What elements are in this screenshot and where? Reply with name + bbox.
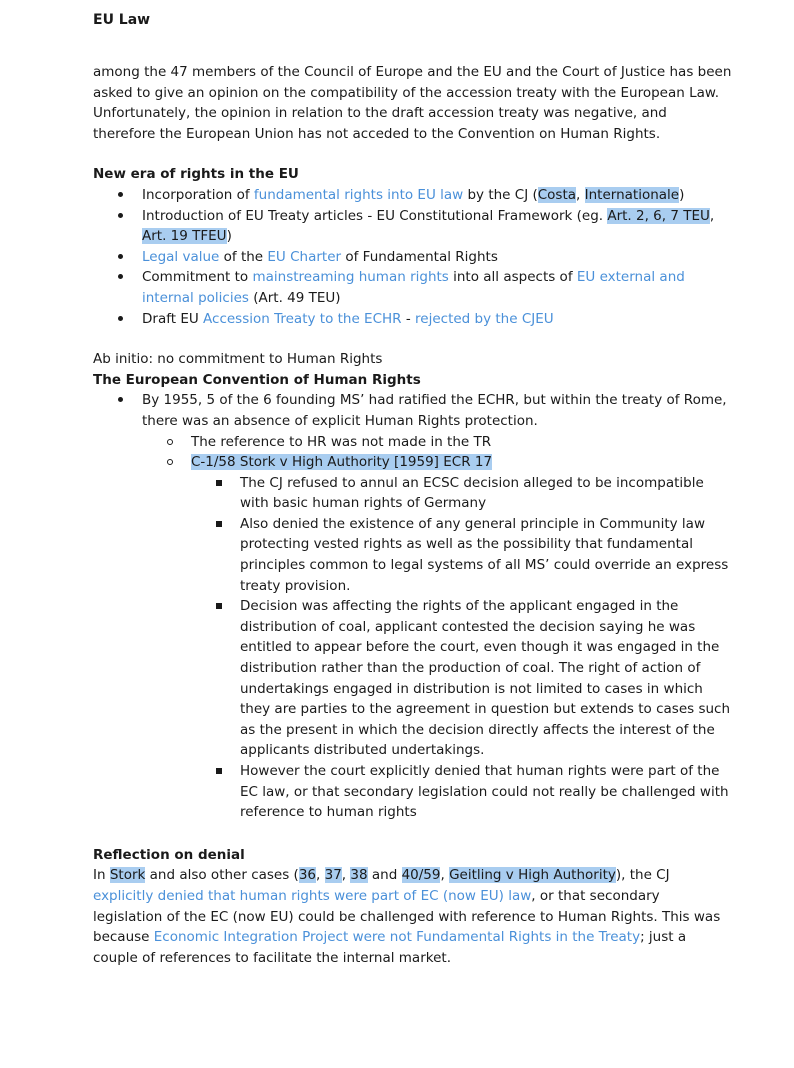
list-item: By 1955, 5 of the 6 founding MS’ had ratified the ECHR, but within the treaty of Rome, there was an absence of explicit Human Rights protection. The reference to HR was not made in the TR C-1/58 Stork v High Authority [1959] ECR 17 The CJ refused to annul an ECSC decision alleged to be incompatible with basic human rights of Germany Also denied the existence of any general principle in Community law protecting vested rights as well as the possibility that fundamental principles common to legal systems of all MS’ could override an express treaty provision. Decision was affecting the rights of the applicant engaged in the distribution of coal, applicant contested the decision saying he was entitled to appear before the court, even though it was engaged in the distribution rather than the production of coal. The right of action of undertakings engaged in distribution is not limited to cases in which they are parties to the agreement in question but extends to cases such as the present in which the decision directly affects the interest of the applicants distributed undertakings. However the court explicitly denied that human rights were part of the EC law, or that secondary legislation could not really be challenged with reference to human rights (93, 390, 733, 822)
link[interactable]: rejected by the CJEU (415, 310, 554, 327)
highlighted-text: Stork (109, 867, 146, 884)
echr-sublist (142, 432, 733, 823)
link[interactable]: EU external and internal policies (142, 269, 685, 306)
link[interactable]: Accession Treaty to the ECHR (203, 310, 402, 327)
highlighted-text: 37 (324, 867, 342, 884)
list-item (142, 452, 733, 823)
link[interactable]: explicitly denied that human rights were part of EC (now EU) law (93, 887, 532, 904)
list-item: The reference to HR was not made in the TR (142, 432, 733, 453)
highlighted-text: Art. 19 TFEU (142, 228, 227, 245)
section-heading-reflection: Reflection on denial (93, 846, 245, 863)
list-item: Also denied the existence of any general principle in Community law protecting vested rights as well as the possibility that fundamental principles common to legal systems of all MS’ could override an express treaty provision. (191, 514, 733, 596)
new-era-list (93, 185, 733, 329)
stork-points-list (191, 473, 733, 823)
list-item: However the court explicitly denied that human rights were part of the EC law, or that secondary legislation could not really be challenged with reference to human rights (191, 761, 733, 823)
section-heading-echr: The European Convention of Human Rights (93, 371, 421, 388)
list-item: Commitment to mainstreaming human rights into all aspects of EU external and internal policies (Art. 49 TEU) (93, 267, 733, 308)
reflection-paragraph: In Stork and also other cases (36, 37, 38 and 40/59, Geitling v High Authority), the CJ explicitly denied that human rights were part of EC (now EU) law, or that secondary legislation of the EC (now EU) could be challenged with reference to Human Rights. This was because Economic Integration Project were not Fundamental Rights in the Treaty; just a couple of references to facilitate the internal market. (93, 867, 721, 966)
highlighted-text: Costa (537, 186, 577, 203)
highlighted-text: Art. 2, 6, 7 TEU (607, 207, 710, 224)
intro-paragraph-2: Unfortunately, the opinion in relation to the draft accession treaty was negative, and therefore the European Union has not acceded to the Convention on Human Rights. (93, 105, 667, 142)
link[interactable]: fundamental rights into EU law (253, 186, 464, 203)
list-item: Legal value of the EU Charter of Fundamental Rights (93, 247, 733, 268)
page-header: EU Law (93, 12, 151, 28)
ab-initio-line: Ab initio: no commitment to Human Rights (93, 351, 383, 368)
list-item: Introduction of EU Treaty articles - EU Constitutional Framework (eg. Art. 2, 6, 7 TEU, Art. 19 TFEU) (93, 206, 733, 247)
highlighted-text: 36 (298, 867, 317, 884)
highlighted-text: Internationale (584, 186, 680, 203)
list-item: Decision was affecting the rights of the applicant engaged in the distribution of coal, applicant contested the decision saying he was entitled to appear before the court, even though it was engaged in the distribution rather than the production of coal. The right of action of undertakings engaged in distribution is not limited to cases in which they are parties to the agreement in question but extends to cases such as the present in which the decision directly affects the interest of the applicants distributed undertakings. (191, 596, 733, 761)
highlighted-text: 40/59 (401, 867, 441, 884)
section-heading-new-era: New era of rights in the EU (93, 166, 299, 183)
link[interactable]: Economic Integration Project were not Fundamental Rights in the Treaty (153, 929, 641, 946)
list-item: Draft EU Accession Treaty to the ECHR - rejected by the CJEU (93, 309, 733, 330)
highlighted-text: Geitling v High Authority (449, 867, 616, 884)
list-item: Incorporation of fundamental rights into EU law by the CJ (Costa, Internationale) (93, 185, 733, 206)
link[interactable]: mainstreaming human rights (252, 269, 449, 286)
echr-list (93, 390, 733, 822)
document-body (93, 62, 733, 968)
case-citation-highlight: C-1/58 Stork v High Authority [1959] ECR 17 (191, 454, 493, 471)
link[interactable]: Legal value (142, 248, 220, 265)
intro-paragraph-1: among the 47 members of the Council of Europe and the EU and the Court of Justice has been asked to give an opinion on the compatibility of the accession treaty with the European Law. (93, 64, 732, 101)
link[interactable]: EU Charter (267, 248, 342, 265)
highlighted-text: 38 (350, 867, 368, 884)
list-item: The CJ refused to annul an ECSC decision alleged to be incompatible with basic human rights of Germany (191, 473, 733, 514)
